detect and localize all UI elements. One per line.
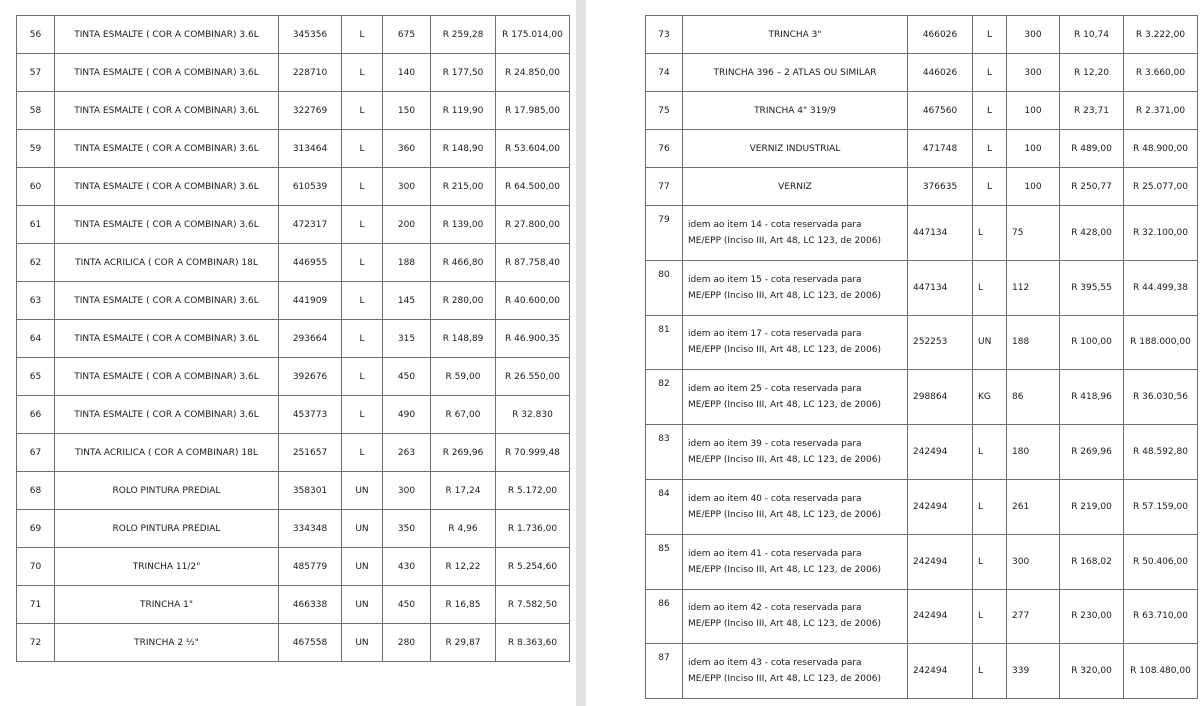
item-description	[683, 534, 908, 589]
item-unit: L	[342, 434, 383, 472]
item-unit: L	[973, 168, 1007, 206]
item-total: R 44.499,38	[1124, 260, 1198, 315]
item-code: 313464	[279, 130, 342, 168]
item-description-line: idem ao item 42 - cota reservada para	[688, 603, 862, 614]
item-quantity: 300	[1007, 534, 1060, 589]
table-row	[17, 472, 570, 510]
item-description: TINTA ACRILICA ( COR A COMBINAR) 18L	[55, 434, 279, 472]
table-row	[646, 589, 1198, 644]
item-total: R 63.710,00	[1124, 589, 1198, 644]
item-total: R 53.604,00	[496, 130, 570, 168]
item-number: 82	[646, 370, 683, 425]
item-code: 293664	[279, 320, 342, 358]
item-total: R 48.592,80	[1124, 425, 1198, 480]
table-row	[17, 92, 570, 130]
item-unit: L	[342, 206, 383, 244]
item-number: 77	[646, 168, 683, 206]
item-unit: UN	[973, 315, 1007, 370]
item-description	[683, 479, 908, 534]
item-code: 447134	[908, 206, 973, 261]
item-total: R 40.600,00	[496, 282, 570, 320]
item-quantity: 450	[383, 358, 431, 396]
item-description: TRINCHA 4" 319/9	[683, 92, 908, 130]
item-code: 467558	[279, 624, 342, 662]
item-total: R 8.363,60	[496, 624, 570, 662]
item-unit-price: R 16,85	[431, 586, 496, 624]
item-unit-price: R 12,20	[1060, 54, 1124, 92]
item-number: 75	[646, 92, 683, 130]
item-total: R 27.800,00	[496, 206, 570, 244]
item-unit-price: R 395,55	[1060, 260, 1124, 315]
item-unit-price: R 148,90	[431, 130, 496, 168]
item-unit: L	[973, 425, 1007, 480]
item-description-line: idem ao item 17 - cota reservada para	[688, 329, 862, 340]
item-number: 59	[17, 130, 55, 168]
item-number: 80	[646, 260, 683, 315]
item-total: R 188.000,00	[1124, 315, 1198, 370]
item-description: VERNIZ INDUSTRIAL	[683, 130, 908, 168]
table-row	[17, 510, 570, 548]
item-number: 67	[17, 434, 55, 472]
item-total: R 3.222,00	[1124, 16, 1198, 54]
table-row	[646, 92, 1198, 130]
item-code: 242494	[908, 644, 973, 699]
item-description	[683, 370, 908, 425]
item-total: R 5.254,60	[496, 548, 570, 586]
table-row	[646, 534, 1198, 589]
item-number: 87	[646, 644, 683, 699]
item-unit: L	[973, 16, 1007, 54]
item-unit-price: R 269,96	[1060, 425, 1124, 480]
item-quantity: 450	[383, 586, 431, 624]
table-row	[17, 320, 570, 358]
item-total: R 32.830	[496, 396, 570, 434]
item-code: 376635	[908, 168, 973, 206]
page-gutter	[576, 0, 586, 706]
item-number: 68	[17, 472, 55, 510]
item-number: 66	[17, 396, 55, 434]
item-description-line: idem ao item 40 - cota reservada para	[688, 493, 862, 504]
items-table-left	[16, 15, 570, 662]
items-table-right	[645, 15, 1198, 699]
item-number: 62	[17, 244, 55, 282]
item-total: R 24.850,00	[496, 54, 570, 92]
item-unit: L	[342, 16, 383, 54]
item-total: R 25.077,00	[1124, 168, 1198, 206]
item-description	[683, 206, 908, 261]
item-description-line: ME/EPP (Inciso III, Art 48, LC 123, de 2006)	[688, 290, 881, 301]
item-description-line: idem ao item 14 - cota reservada para	[688, 219, 862, 230]
item-number: 73	[646, 16, 683, 54]
table-row	[17, 282, 570, 320]
table-row	[646, 479, 1198, 534]
item-unit: L	[973, 92, 1007, 130]
item-number: 64	[17, 320, 55, 358]
item-quantity: 100	[1007, 168, 1060, 206]
item-unit-price: R 269,96	[431, 434, 496, 472]
table-row	[17, 358, 570, 396]
table-row	[17, 168, 570, 206]
item-unit-price: R 12,22	[431, 548, 496, 586]
item-code: 345356	[279, 16, 342, 54]
item-description-line: ME/EPP (Inciso III, Art 48, LC 123, de 2006)	[688, 564, 881, 575]
item-unit-price: R 100,00	[1060, 315, 1124, 370]
item-description: TINTA ESMALTE ( COR A COMBINAR) 3.6L	[55, 282, 279, 320]
item-description: TINTA ESMALTE ( COR A COMBINAR) 3.6L	[55, 92, 279, 130]
item-code: 466338	[279, 586, 342, 624]
item-unit-price: R 219,00	[1060, 479, 1124, 534]
item-unit-price: R 139,00	[431, 206, 496, 244]
item-description	[683, 315, 908, 370]
item-unit: L	[973, 54, 1007, 92]
item-unit-price: R 4,96	[431, 510, 496, 548]
item-unit: L	[342, 92, 383, 130]
item-unit: L	[973, 130, 1007, 168]
item-description-line: ME/EPP (Inciso III, Art 48, LC 123, de 2006)	[688, 455, 881, 466]
item-total: R 36.030,56	[1124, 370, 1198, 425]
item-number: 71	[17, 586, 55, 624]
item-unit: L	[342, 320, 383, 358]
item-total: R 70.999,48	[496, 434, 570, 472]
item-quantity: 145	[383, 282, 431, 320]
table-row	[17, 130, 570, 168]
table-row	[646, 130, 1198, 168]
table-row	[646, 16, 1198, 54]
item-quantity: 188	[1007, 315, 1060, 370]
item-number: 58	[17, 92, 55, 130]
item-description-line: idem ao item 39 - cota reservada para	[688, 439, 862, 450]
table-row	[646, 370, 1198, 425]
item-unit-price: R 67,00	[431, 396, 496, 434]
item-unit-price: R 215,00	[431, 168, 496, 206]
item-code: 446026	[908, 54, 973, 92]
table-row	[646, 54, 1198, 92]
item-number: 69	[17, 510, 55, 548]
item-description: TRINCHA 1"	[55, 586, 279, 624]
item-quantity: 150	[383, 92, 431, 130]
item-total: R 46.900,35	[496, 320, 570, 358]
item-description-line: ME/EPP (Inciso III, Art 48, LC 123, de 2006)	[688, 235, 881, 246]
item-unit: L	[342, 54, 383, 92]
item-unit: L	[973, 589, 1007, 644]
item-code: 242494	[908, 425, 973, 480]
item-quantity: 263	[383, 434, 431, 472]
item-total: R 32.100,00	[1124, 206, 1198, 261]
item-total: R 57.159,00	[1124, 479, 1198, 534]
table-row	[17, 206, 570, 244]
item-total: R 5.172,00	[496, 472, 570, 510]
item-description	[683, 425, 908, 480]
item-unit: L	[342, 358, 383, 396]
item-description: TINTA ESMALTE ( COR A COMBINAR) 3.6L	[55, 16, 279, 54]
item-code: 242494	[908, 479, 973, 534]
table-row	[646, 425, 1198, 480]
table-row	[17, 396, 570, 434]
item-number: 61	[17, 206, 55, 244]
item-code: 471748	[908, 130, 973, 168]
item-unit: L	[973, 644, 1007, 699]
item-code: 251657	[279, 434, 342, 472]
item-unit-price: R 489,00	[1060, 130, 1124, 168]
item-unit: UN	[342, 472, 383, 510]
item-number: 56	[17, 16, 55, 54]
item-description: TRINCHA 11/2"	[55, 548, 279, 586]
item-unit-price: R 259,28	[431, 16, 496, 54]
item-description-line: ME/EPP (Inciso III, Art 48, LC 123, de 2006)	[688, 619, 881, 630]
item-code: 358301	[279, 472, 342, 510]
item-description: ROLO PINTURA PREDIAL	[55, 472, 279, 510]
item-unit: L	[342, 282, 383, 320]
item-number: 57	[17, 54, 55, 92]
item-quantity: 100	[1007, 92, 1060, 130]
item-description-line: ME/EPP (Inciso III, Art 48, LC 123, de 2006)	[688, 509, 881, 520]
item-quantity: 315	[383, 320, 431, 358]
item-description: TRINCHA 2 ½"	[55, 624, 279, 662]
item-number: 65	[17, 358, 55, 396]
item-total: R 17.985,00	[496, 92, 570, 130]
item-number: 74	[646, 54, 683, 92]
item-total: R 175.014,00	[496, 16, 570, 54]
item-quantity: 180	[1007, 425, 1060, 480]
item-unit-price: R 320,00	[1060, 644, 1124, 699]
item-unit-price: R 148,89	[431, 320, 496, 358]
item-quantity: 360	[383, 130, 431, 168]
item-code: 252253	[908, 315, 973, 370]
item-unit-price: R 428,00	[1060, 206, 1124, 261]
item-quantity: 280	[383, 624, 431, 662]
item-number: 85	[646, 534, 683, 589]
item-unit-price: R 177,50	[431, 54, 496, 92]
item-number: 76	[646, 130, 683, 168]
item-description: TINTA ACRILICA ( COR A COMBINAR) 18L	[55, 244, 279, 282]
item-code: 392676	[279, 358, 342, 396]
item-total: R 87.758,40	[496, 244, 570, 282]
table-row	[17, 16, 570, 54]
item-quantity: 350	[383, 510, 431, 548]
item-unit: L	[342, 130, 383, 168]
item-code: 467560	[908, 92, 973, 130]
item-code: 485779	[279, 548, 342, 586]
item-unit: L	[973, 260, 1007, 315]
item-quantity: 277	[1007, 589, 1060, 644]
item-number: 72	[17, 624, 55, 662]
table-row	[17, 624, 570, 662]
item-unit-price: R 10,74	[1060, 16, 1124, 54]
item-unit-price: R 119,90	[431, 92, 496, 130]
item-total: R 50.406,00	[1124, 534, 1198, 589]
item-description-line: ME/EPP (Inciso III, Art 48, LC 123, de 2006)	[688, 674, 881, 685]
item-quantity: 490	[383, 396, 431, 434]
item-quantity: 300	[383, 472, 431, 510]
item-description: TINTA ESMALTE ( COR A COMBINAR) 3.6L	[55, 54, 279, 92]
item-total: R 2.371,00	[1124, 92, 1198, 130]
item-quantity: 140	[383, 54, 431, 92]
item-description-line: idem ao item 25 - cota reservada para	[688, 384, 862, 395]
item-description-line: idem ao item 41 - cota reservada para	[688, 548, 862, 559]
item-description: TINTA ESMALTE ( COR A COMBINAR) 3.6L	[55, 130, 279, 168]
item-number: 81	[646, 315, 683, 370]
table-row	[646, 315, 1198, 370]
item-total: R 3.660,00	[1124, 54, 1198, 92]
item-description-line: idem ao item 43 - cota reservada para	[688, 658, 862, 669]
item-description: TRINCHA 3"	[683, 16, 908, 54]
item-description: TINTA ESMALTE ( COR A COMBINAR) 3.6L	[55, 320, 279, 358]
table-row	[646, 260, 1198, 315]
item-unit: L	[342, 396, 383, 434]
table-row	[17, 434, 570, 472]
item-description: TINTA ESMALTE ( COR A COMBINAR) 3.6L	[55, 206, 279, 244]
item-unit: L	[973, 479, 1007, 534]
item-unit-price: R 23,71	[1060, 92, 1124, 130]
item-number: 63	[17, 282, 55, 320]
item-code: 453773	[279, 396, 342, 434]
item-number: 84	[646, 479, 683, 534]
item-unit-price: R 418,96	[1060, 370, 1124, 425]
item-quantity: 339	[1007, 644, 1060, 699]
item-description-line: ME/EPP (Inciso III, Art 48, LC 123, de 2006)	[688, 345, 881, 356]
item-unit-price: R 280,00	[431, 282, 496, 320]
item-quantity: 300	[383, 168, 431, 206]
item-code: 472317	[279, 206, 342, 244]
item-unit: L	[342, 244, 383, 282]
item-quantity: 200	[383, 206, 431, 244]
item-unit-price: R 59,00	[431, 358, 496, 396]
item-description: TINTA ESMALTE ( COR A COMBINAR) 3.6L	[55, 396, 279, 434]
table-row	[17, 586, 570, 624]
item-unit: UN	[342, 624, 383, 662]
item-unit-price: R 466,80	[431, 244, 496, 282]
item-unit: KG	[973, 370, 1007, 425]
item-unit-price: R 168,02	[1060, 534, 1124, 589]
item-total: R 7.582,50	[496, 586, 570, 624]
item-number: 70	[17, 548, 55, 586]
item-code: 242494	[908, 534, 973, 589]
item-code: 334348	[279, 510, 342, 548]
item-unit: L	[342, 168, 383, 206]
item-description	[683, 589, 908, 644]
item-quantity: 261	[1007, 479, 1060, 534]
item-unit: UN	[342, 510, 383, 548]
item-unit-price: R 29,87	[431, 624, 496, 662]
item-description: TINTA ESMALTE ( COR A COMBINAR) 3.6L	[55, 358, 279, 396]
table-row	[646, 206, 1198, 261]
item-quantity: 300	[1007, 54, 1060, 92]
item-quantity: 430	[383, 548, 431, 586]
item-code: 466026	[908, 16, 973, 54]
item-quantity: 188	[383, 244, 431, 282]
item-quantity: 100	[1007, 130, 1060, 168]
item-unit: UN	[342, 586, 383, 624]
item-description	[683, 260, 908, 315]
item-code: 441909	[279, 282, 342, 320]
item-number: 83	[646, 425, 683, 480]
item-description-line: idem ao item 15 - cota reservada para	[688, 274, 862, 285]
item-unit-price: R 17,24	[431, 472, 496, 510]
item-quantity: 300	[1007, 16, 1060, 54]
item-total: R 48.900,00	[1124, 130, 1198, 168]
item-unit-price: R 250,77	[1060, 168, 1124, 206]
table-row	[646, 644, 1198, 699]
item-total: R 1.736,00	[496, 510, 570, 548]
item-unit: UN	[342, 548, 383, 586]
item-number: 79	[646, 206, 683, 261]
item-description: TINTA ESMALTE ( COR A COMBINAR) 3.6L	[55, 168, 279, 206]
item-code: 322769	[279, 92, 342, 130]
item-quantity: 675	[383, 16, 431, 54]
item-description: VERNIZ	[683, 168, 908, 206]
item-description	[683, 644, 908, 699]
item-quantity: 75	[1007, 206, 1060, 261]
item-total: R 64.500,00	[496, 168, 570, 206]
item-code: 298864	[908, 370, 973, 425]
item-code: 447134	[908, 260, 973, 315]
item-code: 228710	[279, 54, 342, 92]
item-total: R 108.480,00	[1124, 644, 1198, 699]
item-quantity: 112	[1007, 260, 1060, 315]
item-code: 610539	[279, 168, 342, 206]
item-description-line: ME/EPP (Inciso III, Art 48, LC 123, de 2006)	[688, 400, 881, 411]
item-unit: L	[973, 206, 1007, 261]
table-row	[17, 244, 570, 282]
item-quantity: 86	[1007, 370, 1060, 425]
item-description: TRINCHA 396 – 2 ATLAS OU SIMILAR	[683, 54, 908, 92]
item-total: R 26.550,00	[496, 358, 570, 396]
item-code: 242494	[908, 589, 973, 644]
item-unit: L	[973, 534, 1007, 589]
item-description: ROLO PINTURA PREDIAL	[55, 510, 279, 548]
item-number: 86	[646, 589, 683, 644]
item-code: 446955	[279, 244, 342, 282]
item-number: 60	[17, 168, 55, 206]
table-row	[17, 54, 570, 92]
table-row	[17, 548, 570, 586]
item-unit-price: R 230,00	[1060, 589, 1124, 644]
table-row	[646, 168, 1198, 206]
